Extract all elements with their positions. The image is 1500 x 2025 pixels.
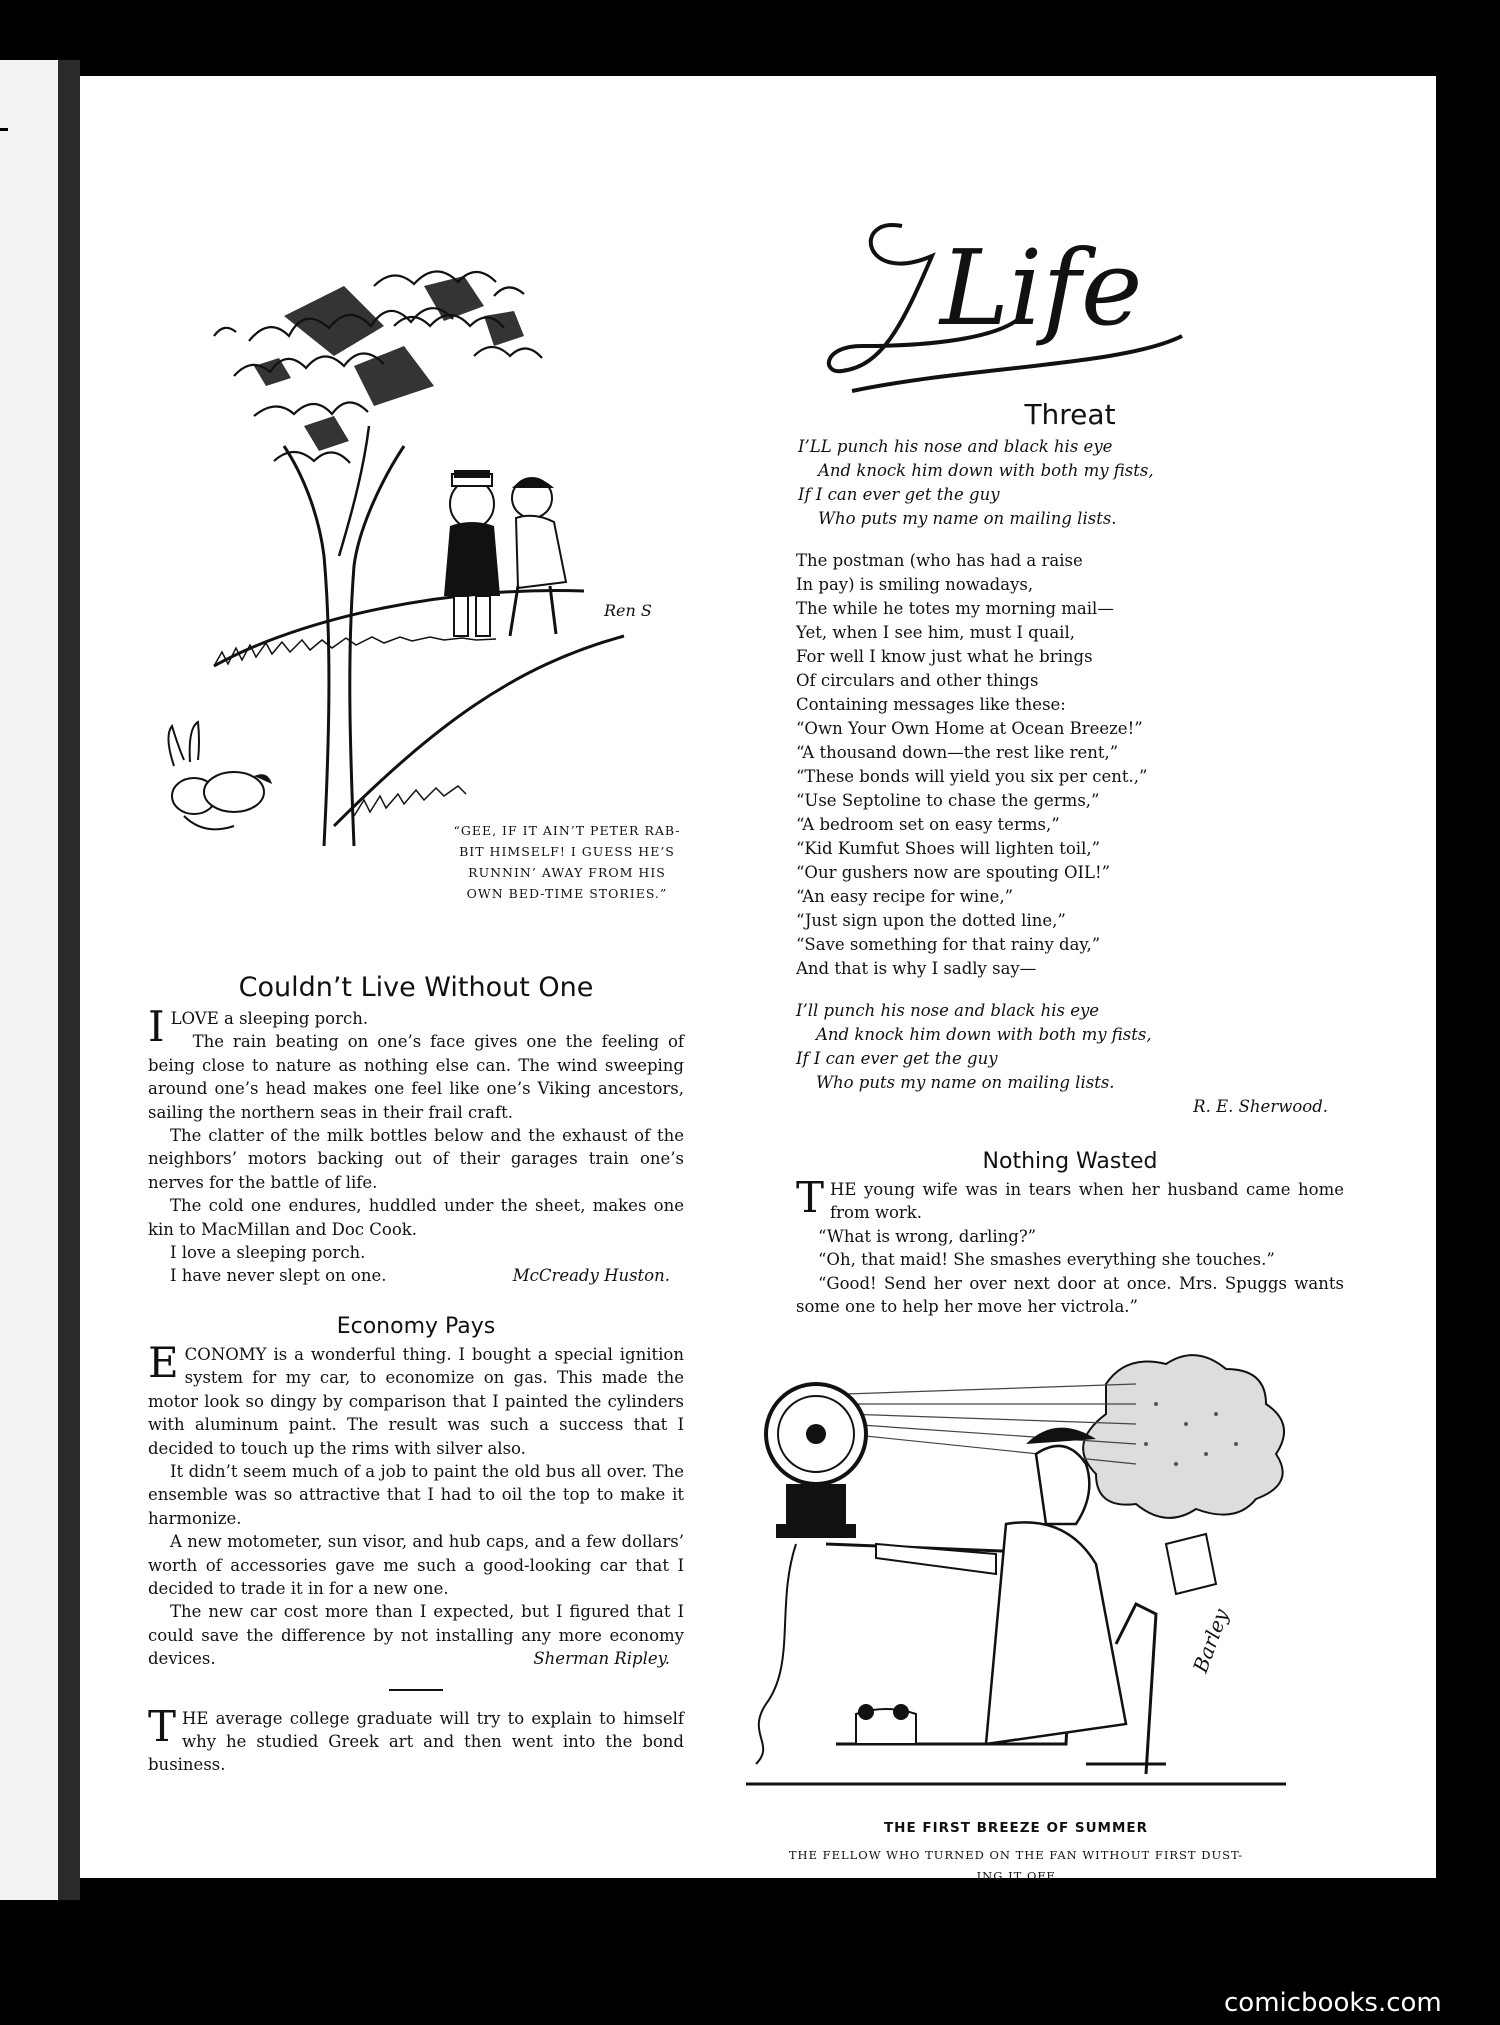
poem-line: Who puts my name on mailing lists. (816, 1073, 1115, 1092)
couldnt-title: Couldn’t Live Without One (238, 972, 594, 1003)
couldnt-paragraph: The clatter of the milk bottles below and the exhaust of the neighbors’ motors backing out of their garages train one’s nerves for the battle of life. (148, 1126, 684, 1192)
poem-line: “A bedroom set on easy terms,” (796, 815, 1060, 834)
threat-stanza-1 (796, 435, 1344, 531)
cartoon2-signature: Barley (1188, 1605, 1234, 1676)
poem-line: “Kid Kumfut Shoes will lighten toil,” (796, 839, 1101, 858)
poem-line: “An easy recipe for wine,” (796, 887, 1014, 906)
caption-line: “GEE, IF IT AIN’T PETER RAB- (453, 823, 681, 838)
economy-paragraph: It didn’t seem much of a job to paint the old bus all over. The ensemble was so attractive that I had to oil the top to make it harmonize. (148, 1461, 684, 1528)
threat-author: R. E. Sherwood. (1193, 1097, 1328, 1116)
poem-line: “Use Septoline to chase the germs,” (796, 791, 1100, 810)
poem-line: Yet, when I see him, must I quail, (796, 623, 1075, 642)
nothing-line: “Oh, that maid! She smashes everything she touches.” (818, 1250, 1275, 1270)
poem-line: “Save something for that rainy day,” (796, 935, 1101, 954)
cartoon1-caption (422, 820, 712, 904)
poem-line: Who puts my name on mailing lists. (818, 509, 1117, 528)
poem-line: If I can ever get the guy (798, 485, 1000, 504)
poem-line: “Own Your Own Home at Ocean Breeze!” (796, 719, 1143, 738)
couldnt-paragraph: I love a sleeping porch. (170, 1243, 366, 1263)
poem-line: Containing messages like these: (796, 695, 1066, 714)
caption-line: RUNNIN’ AWAY FROM HIS (468, 865, 666, 880)
magazine-page (80, 76, 1436, 1883)
left-column (148, 972, 684, 1777)
nothing-first-paragraph: HE young wife was in tears when her husband came home from work. (830, 1180, 1344, 1223)
economy-last-paragraph: The new car cost more than I expected, but I figured that I could save the difference by not installing any more economy devices. (148, 1602, 684, 1669)
life-masthead (822, 196, 1242, 406)
right-column (796, 398, 1344, 1318)
graduate-text: HE average college graduate will try to explain to himself why he studied Greek art and then went into the bond business. (148, 1708, 684, 1775)
cartoon2-title: THE FIRST BREEZE OF SUMMER (883, 1820, 1149, 1836)
economy-first-paragraph: CONOMY is a wonderful thing. I bought a special ignition system for my car, to economize on gas. This made the motor look so dingy by comparison that I painted the cylinders with aluminum paint. The result was such a success that I decided to touch up the rims with silver also. (148, 1344, 684, 1458)
poem-line: And knock him down with both my fists, (816, 1025, 1152, 1044)
poem-line: “A thousand down—the rest like rent,” (796, 743, 1119, 762)
threat-stanza-2 (796, 549, 1344, 981)
threat-stanza-3 (796, 999, 1344, 1095)
threat-title: Threat (1024, 398, 1116, 431)
page-gutter-shadow (58, 60, 80, 1900)
couldnt-last-line: I have never slept on one. (170, 1266, 387, 1286)
cartoon2-caption (736, 1818, 1296, 1887)
masthead-text: Life (940, 227, 1143, 349)
economy-dropcap: E (148, 1337, 179, 1387)
nothing-line: “What is wrong, darling?” (818, 1226, 1037, 1246)
graduate-dropcap: T (148, 1701, 177, 1751)
poem-line: Of circulars and other things (796, 671, 1039, 690)
couldnt-paragraph: The rain beating on one’s face gives one the feeling of being close to nature as nothing else can. The wind sweeping around one’s head makes one feel like one’s Viking ancestors, sailing the northern seas in their frail craft. (148, 1032, 684, 1122)
economy-author: Sherman Ripley. (533, 1649, 670, 1669)
section-divider (389, 1689, 443, 1691)
peter-rabbit-cartoon (154, 226, 774, 916)
couldnt-paragraph: The cold one endures, huddled under the sheet, makes one kin to MacMillan and Doc Cook. (148, 1196, 684, 1239)
poem-line: I’ll punch his nose and black his eye (796, 1001, 1100, 1020)
poem-line: The postman (who has had a raise (796, 551, 1083, 570)
poem-line: “Just sign upon the dotted line,” (796, 911, 1066, 930)
poem-line: And that is why I sadly say— (796, 959, 1037, 978)
poem-line: For well I know just what he brings (796, 647, 1093, 666)
poem-line: “These bonds will yield you six per cent.,” (796, 767, 1148, 786)
site-watermark: comicbooks.com (1224, 1988, 1442, 2018)
caption-line: ING IT OFF (976, 1869, 1056, 1883)
couldnt-dropcap: I (148, 1002, 165, 1051)
nothing-dropcap: T (796, 1173, 825, 1222)
economy-paragraph: A new motometer, sun visor, and hub caps, and a few dollars’ worth of accessories gave me such a good-looking car that I decided to trade it in for a new one. (148, 1532, 684, 1598)
cartoon1-signature: Ren S (604, 601, 652, 620)
caption-line: OWN BED-TIME STORIES.” (466, 886, 668, 901)
facing-page-mark (0, 128, 8, 131)
poem-line: In pay) is smiling nowadays, (796, 575, 1034, 594)
facing-page-edge (0, 60, 64, 1900)
poem-line: And knock him down with both my fists, (818, 461, 1154, 480)
first-breeze-cartoon (736, 1344, 1296, 1814)
caption-line: THE FELLOW WHO TURNED ON THE FAN WITHOUT FIRST DUST- (788, 1848, 1244, 1862)
nothing-title: Nothing Wasted (982, 1149, 1158, 1174)
nothing-line: “Good! Send her over next door at once. Mrs. Spuggs wants some one to help her move her victrola.” (796, 1273, 1344, 1317)
poem-line: The while he totes my morning mail— (796, 599, 1114, 618)
economy-title: Economy Pays (336, 1313, 496, 1339)
caption-line: BIT HIMSELF! I GUESS HE’S (459, 844, 675, 859)
couldnt-first-line: LOVE a sleeping porch. (170, 1009, 369, 1028)
poem-line: I’LL punch his nose and black his eye (798, 437, 1113, 456)
poem-line: If I can ever get the guy (796, 1049, 998, 1068)
poem-line: “Our gushers now are spouting OIL!” (796, 863, 1111, 882)
couldnt-author: McCready Huston. (512, 1266, 670, 1286)
